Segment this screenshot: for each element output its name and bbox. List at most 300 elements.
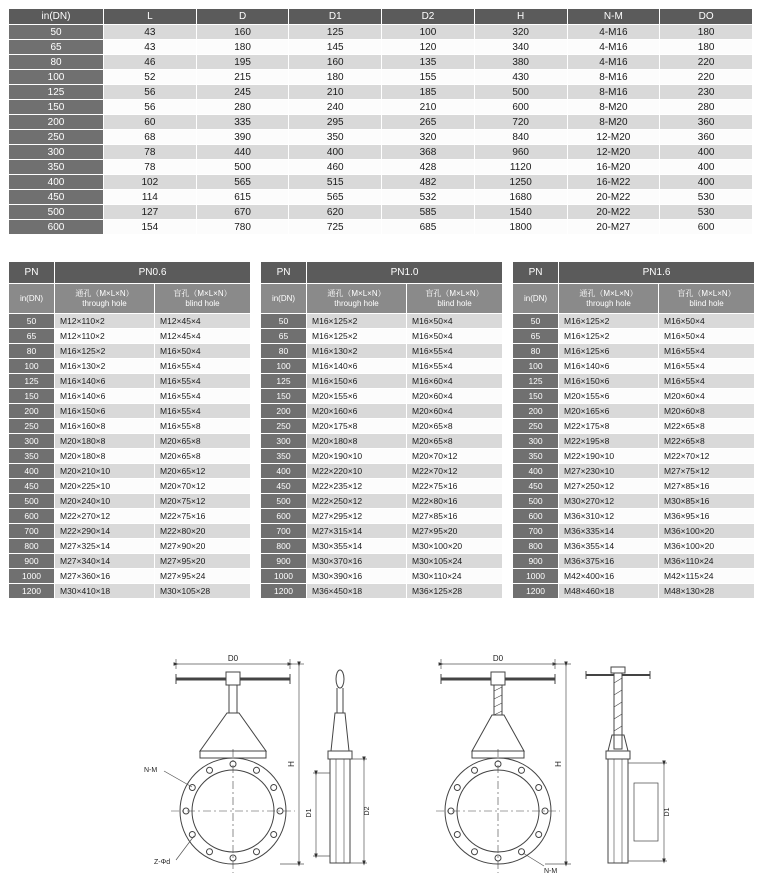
table-row	[9, 479, 251, 494]
col-header-d: D	[196, 9, 289, 25]
dim-label-d2-a: D2	[364, 806, 371, 816]
value-cell: 530	[660, 190, 753, 205]
dn-cell: 600	[9, 220, 104, 235]
value-cell: 8-M20	[567, 115, 660, 130]
value-cell: M20×180×8	[307, 434, 407, 449]
value-cell: M30×110×24	[407, 569, 503, 584]
value-cell: 960	[474, 145, 567, 160]
value-cell: M16×50×4	[659, 329, 755, 344]
value-cell: M22×195×8	[559, 434, 659, 449]
through-header-cn: 通孔（M×L×N）	[579, 288, 638, 298]
dn-cell: 450	[513, 479, 559, 494]
value-cell: 20-M27	[567, 220, 660, 235]
value-cell: 400	[660, 145, 753, 160]
table-row	[9, 449, 251, 464]
value-cell: M22×75×16	[407, 479, 503, 494]
table-row	[261, 449, 503, 464]
dn-cell: 1200	[261, 584, 307, 599]
value-cell: 400	[289, 145, 382, 160]
dn-cell: 600	[513, 509, 559, 524]
valve-b-front-view	[436, 672, 560, 873]
table-row	[9, 584, 251, 599]
table-row	[9, 190, 753, 205]
value-cell: 4-M16	[567, 25, 660, 40]
value-cell: M16×55×4	[407, 344, 503, 359]
value-cell: 780	[196, 220, 289, 235]
value-cell: M16×125×6	[559, 344, 659, 359]
value-cell: 670	[196, 205, 289, 220]
value-cell: M27×230×10	[559, 464, 659, 479]
dn-cell: 350	[513, 449, 559, 464]
value-cell: 43	[104, 25, 197, 40]
value-cell: M22×65×8	[659, 434, 755, 449]
value-cell: M22×250×12	[307, 494, 407, 509]
pn-table-pn10	[260, 261, 503, 599]
table-row	[261, 344, 503, 359]
value-cell: 16-M20	[567, 160, 660, 175]
dn-cell: 50	[9, 25, 104, 40]
value-cell: 320	[474, 25, 567, 40]
dn-cell: 400	[9, 464, 55, 479]
table-row	[513, 419, 755, 434]
table-row	[261, 479, 503, 494]
value-cell: 100	[382, 25, 475, 40]
value-cell: 500	[474, 85, 567, 100]
pn06-blind-header	[155, 284, 251, 314]
value-cell: M16×150×6	[559, 374, 659, 389]
table-row	[9, 145, 753, 160]
through-header-en: through hole	[334, 298, 379, 308]
value-cell: M30×105×28	[155, 584, 251, 599]
table-row	[513, 569, 755, 584]
handwheel	[176, 672, 290, 685]
col-header-l: L	[104, 9, 197, 25]
dn-cell: 700	[9, 524, 55, 539]
value-cell: M36×95×16	[659, 509, 755, 524]
value-cell: 180	[660, 25, 753, 40]
dn-cell: 450	[9, 479, 55, 494]
table-row	[513, 494, 755, 509]
value-cell: M16×160×8	[55, 419, 155, 434]
table-row	[9, 220, 753, 235]
table-row	[261, 419, 503, 434]
value-cell: 210	[382, 100, 475, 115]
pn10-subheader-row	[261, 284, 503, 314]
through-header-cn: 通孔（M×L×N）	[327, 288, 386, 298]
value-cell: M12×45×4	[155, 314, 251, 329]
dn-cell: 600	[261, 509, 307, 524]
pn06-title-row	[9, 262, 251, 284]
blind-header-cn: 盲孔（M×L×N）	[173, 288, 232, 298]
value-cell: 60	[104, 115, 197, 130]
value-cell: 380	[474, 55, 567, 70]
table-row	[513, 374, 755, 389]
value-cell: 280	[660, 100, 753, 115]
value-cell: M42×400×16	[559, 569, 659, 584]
value-cell: 1680	[474, 190, 567, 205]
pn16-body	[513, 314, 755, 599]
value-cell: 12-M20	[567, 130, 660, 145]
value-cell: M16×140×6	[559, 359, 659, 374]
dn-cell: 300	[261, 434, 307, 449]
dn-cell: 1000	[261, 569, 307, 584]
value-cell: M27×75×12	[659, 464, 755, 479]
value-cell: M36×355×14	[559, 539, 659, 554]
value-cell: M16×125×2	[55, 344, 155, 359]
value-cell: M36×310×12	[559, 509, 659, 524]
table-row	[261, 584, 503, 599]
dn-cell: 450	[9, 190, 104, 205]
value-cell: 725	[289, 220, 382, 235]
value-cell: M16×55×4	[659, 344, 755, 359]
col-header-nm: N-M	[567, 9, 660, 25]
dn-cell: 65	[9, 329, 55, 344]
value-cell: 78	[104, 160, 197, 175]
valve-body	[171, 749, 295, 873]
dn-cell: 80	[513, 344, 559, 359]
value-cell: M16×55×4	[155, 374, 251, 389]
pn06-body	[9, 314, 251, 599]
pn16-through-header	[559, 284, 659, 314]
dn-cell: 250	[513, 419, 559, 434]
value-cell: 295	[289, 115, 382, 130]
value-cell: 125	[289, 25, 382, 40]
value-cell: M16×55×4	[659, 374, 755, 389]
value-cell: M27×95×20	[407, 524, 503, 539]
value-cell: M20×210×10	[55, 464, 155, 479]
table-row	[9, 329, 251, 344]
dn-cell: 350	[9, 449, 55, 464]
value-cell: M27×325×14	[55, 539, 155, 554]
value-cell: 1540	[474, 205, 567, 220]
dn-cell: 100	[9, 70, 104, 85]
value-cell: 280	[196, 100, 289, 115]
table-row	[261, 509, 503, 524]
value-cell: M20×65×8	[155, 434, 251, 449]
value-cell: M30×390×16	[307, 569, 407, 584]
dn-cell: 100	[9, 359, 55, 374]
value-cell: M22×80×16	[407, 494, 503, 509]
value-cell: M16×50×4	[155, 344, 251, 359]
dim-label-zfd-a: Z-Φd	[154, 859, 171, 866]
dn-cell: 400	[513, 464, 559, 479]
table-row	[513, 404, 755, 419]
value-cell: M12×110×2	[55, 329, 155, 344]
value-cell: M30×105×24	[407, 554, 503, 569]
value-cell: M30×85×16	[659, 494, 755, 509]
value-cell: 615	[196, 190, 289, 205]
value-cell: M20×65×8	[407, 434, 503, 449]
value-cell: 500	[196, 160, 289, 175]
table-row	[261, 359, 503, 374]
value-cell: 532	[382, 190, 475, 205]
table-row	[9, 464, 251, 479]
dim-label-d0-b: D0	[492, 654, 504, 663]
table-row	[261, 464, 503, 479]
dn-cell: 900	[9, 554, 55, 569]
value-cell: 12-M20	[567, 145, 660, 160]
pn10-through-header	[307, 284, 407, 314]
table-row	[9, 100, 753, 115]
value-cell: M20×60×4	[407, 404, 503, 419]
blind-header-en: blind hole	[689, 298, 724, 308]
valve-body	[436, 749, 560, 873]
table-row	[513, 539, 755, 554]
table-row	[9, 434, 251, 449]
table-row	[261, 404, 503, 419]
value-cell: M27×360×16	[55, 569, 155, 584]
value-cell: M36×110×24	[659, 554, 755, 569]
value-cell: M36×450×18	[307, 584, 407, 599]
value-cell: 4-M16	[567, 55, 660, 70]
value-cell: 43	[104, 40, 197, 55]
dim-label-h-b: H	[554, 761, 563, 767]
col-header-dn: in(DN)	[9, 9, 104, 25]
dn-cell: 150	[9, 100, 104, 115]
value-cell: M36×100×20	[659, 539, 755, 554]
pn-corner-label: PN	[9, 262, 55, 284]
value-cell: M27×85×16	[407, 509, 503, 524]
dn-cell: 200	[9, 115, 104, 130]
table-row	[261, 374, 503, 389]
value-cell: M27×90×20	[155, 539, 251, 554]
table-row	[9, 389, 251, 404]
value-cell: 195	[196, 55, 289, 70]
pn-tables-row	[8, 261, 753, 599]
table-row	[513, 329, 755, 344]
dn-cell: 450	[261, 479, 307, 494]
dn-cell: 125	[9, 85, 104, 100]
table-row	[9, 40, 753, 55]
value-cell: M22×190×10	[559, 449, 659, 464]
value-cell: 135	[382, 55, 475, 70]
value-cell: M27×85×16	[659, 479, 755, 494]
dn-cell: 50	[261, 314, 307, 329]
value-cell: M20×180×8	[55, 434, 155, 449]
table-row	[9, 55, 753, 70]
value-cell: M12×110×2	[55, 314, 155, 329]
value-cell: M22×65×8	[659, 419, 755, 434]
table-row	[513, 524, 755, 539]
dn-cell: 800	[513, 539, 559, 554]
value-cell: 160	[196, 25, 289, 40]
table-row	[261, 524, 503, 539]
value-cell: M36×335×14	[559, 524, 659, 539]
value-cell: M16×60×4	[407, 374, 503, 389]
blind-header-en: blind hole	[185, 298, 220, 308]
value-cell: M16×150×6	[307, 374, 407, 389]
value-cell: 127	[104, 205, 197, 220]
value-cell: M20×225×10	[55, 479, 155, 494]
value-cell: 180	[289, 70, 382, 85]
value-cell: M16×140×6	[307, 359, 407, 374]
value-cell: 585	[382, 205, 475, 220]
table-row	[9, 130, 753, 145]
value-cell: 482	[382, 175, 475, 190]
dim-label-d1-b: D1	[664, 807, 671, 817]
pn10-title: PN1.0	[307, 262, 503, 284]
dn-cell: 300	[9, 145, 104, 160]
value-cell: 600	[474, 100, 567, 115]
table-row	[9, 569, 251, 584]
value-cell: M30×410×18	[55, 584, 155, 599]
value-cell: M16×50×4	[659, 314, 755, 329]
dn-cell: 150	[261, 389, 307, 404]
table-row	[9, 524, 251, 539]
pn06-title: PN0.6	[55, 262, 251, 284]
dn-cell: 1000	[513, 569, 559, 584]
value-cell: M16×55×4	[155, 404, 251, 419]
value-cell: 78	[104, 145, 197, 160]
dn-cell: 65	[9, 40, 104, 55]
table-row	[9, 509, 251, 524]
value-cell: M12×45×4	[155, 329, 251, 344]
value-cell: 8-M16	[567, 70, 660, 85]
value-cell: M22×70×12	[659, 449, 755, 464]
dn-cell: 50	[513, 314, 559, 329]
dim-label-d0-a: D0	[227, 654, 239, 663]
value-cell: 220	[660, 70, 753, 85]
value-cell: M16×55×4	[155, 359, 251, 374]
blind-header-cn: 盲孔（M×L×N）	[677, 288, 736, 298]
value-cell: 530	[660, 205, 753, 220]
dn-cell: 125	[9, 374, 55, 389]
dn-cell: 500	[513, 494, 559, 509]
value-cell: 430	[474, 70, 567, 85]
value-cell: M22×175×8	[559, 419, 659, 434]
value-cell: 565	[196, 175, 289, 190]
value-cell: 620	[289, 205, 382, 220]
pn10-body	[261, 314, 503, 599]
table-row	[513, 389, 755, 404]
pn16-dn-header: in(DN)	[513, 284, 559, 314]
dn-cell: 80	[9, 55, 104, 70]
blind-header-cn: 盲孔（M×L×N）	[425, 288, 484, 298]
col-header-do: DO	[660, 9, 753, 25]
value-cell: 1800	[474, 220, 567, 235]
dn-cell: 900	[261, 554, 307, 569]
table-row	[9, 539, 251, 554]
value-cell: M22×235×12	[307, 479, 407, 494]
value-cell: 368	[382, 145, 475, 160]
value-cell: M16×130×2	[55, 359, 155, 374]
bracket-frame	[634, 783, 658, 841]
dn-cell: 300	[9, 434, 55, 449]
table-row	[9, 374, 251, 389]
value-cell: M36×100×20	[659, 524, 755, 539]
value-cell: 400	[660, 175, 753, 190]
value-cell: M20×155×6	[307, 389, 407, 404]
value-cell: M16×125×2	[307, 329, 407, 344]
value-cell: 320	[382, 130, 475, 145]
value-cell: M22×220×10	[307, 464, 407, 479]
value-cell: 160	[289, 55, 382, 70]
value-cell: 180	[196, 40, 289, 55]
value-cell: M20×160×6	[307, 404, 407, 419]
handwheel-edge	[336, 670, 344, 688]
table-row	[261, 389, 503, 404]
blind-header-en: blind hole	[437, 298, 472, 308]
valve-a-side-view	[328, 670, 352, 863]
value-cell: 52	[104, 70, 197, 85]
value-cell: 1250	[474, 175, 567, 190]
dn-cell: 50	[9, 314, 55, 329]
pn16-title-row	[513, 262, 755, 284]
pn16-blind-header	[659, 284, 755, 314]
value-cell: M20×60×8	[659, 404, 755, 419]
value-cell: M16×140×6	[55, 374, 155, 389]
dn-cell: 350	[9, 160, 104, 175]
table-row	[513, 554, 755, 569]
dn-cell: 200	[513, 404, 559, 419]
table-row	[9, 70, 753, 85]
value-cell: M20×65×12	[155, 464, 251, 479]
value-cell: 180	[660, 40, 753, 55]
value-cell: M48×460×18	[559, 584, 659, 599]
value-cell: M30×355×14	[307, 539, 407, 554]
value-cell: 155	[382, 70, 475, 85]
dn-cell: 500	[9, 494, 55, 509]
value-cell: M20×65×8	[155, 449, 251, 464]
value-cell: 185	[382, 85, 475, 100]
value-cell: 565	[289, 190, 382, 205]
table-row	[9, 419, 251, 434]
value-cell: 685	[382, 220, 475, 235]
value-cell: 390	[196, 130, 289, 145]
dn-cell: 65	[513, 329, 559, 344]
table-row	[9, 115, 753, 130]
value-cell: M30×370×16	[307, 554, 407, 569]
table-row	[9, 554, 251, 569]
value-cell: M16×130×2	[307, 344, 407, 359]
dn-cell: 350	[261, 449, 307, 464]
pn-table-pn16	[512, 261, 755, 599]
table-row	[513, 314, 755, 329]
value-cell: 245	[196, 85, 289, 100]
value-cell: M22×70×12	[407, 464, 503, 479]
value-cell: M16×125×2	[559, 314, 659, 329]
value-cell: M36×375×16	[559, 554, 659, 569]
value-cell: M20×70×12	[407, 449, 503, 464]
value-cell: 20-M22	[567, 190, 660, 205]
dn-cell: 100	[513, 359, 559, 374]
through-header-en: through hole	[586, 298, 631, 308]
value-cell: 440	[196, 145, 289, 160]
dn-cell: 80	[261, 344, 307, 359]
value-cell: M27×315×14	[307, 524, 407, 539]
table-row	[9, 359, 251, 374]
value-cell: M48×130×28	[659, 584, 755, 599]
value-cell: M20×175×8	[307, 419, 407, 434]
dn-cell: 250	[261, 419, 307, 434]
dim-label-h-a: H	[287, 761, 296, 767]
dn-cell: 800	[261, 539, 307, 554]
value-cell: 350	[289, 130, 382, 145]
value-cell: 515	[289, 175, 382, 190]
dn-cell: 125	[261, 374, 307, 389]
dim-label-d1-a: D1	[306, 808, 313, 818]
stem-and-yoke	[472, 685, 524, 758]
value-cell: M16×55×4	[407, 359, 503, 374]
value-cell: 230	[660, 85, 753, 100]
value-cell: M20×60×4	[407, 389, 503, 404]
table-row	[9, 85, 753, 100]
table-row	[513, 344, 755, 359]
value-cell: M20×180×8	[55, 449, 155, 464]
value-cell: M16×50×4	[407, 329, 503, 344]
pn-table-pn06	[8, 261, 251, 599]
value-cell: 16-M22	[567, 175, 660, 190]
